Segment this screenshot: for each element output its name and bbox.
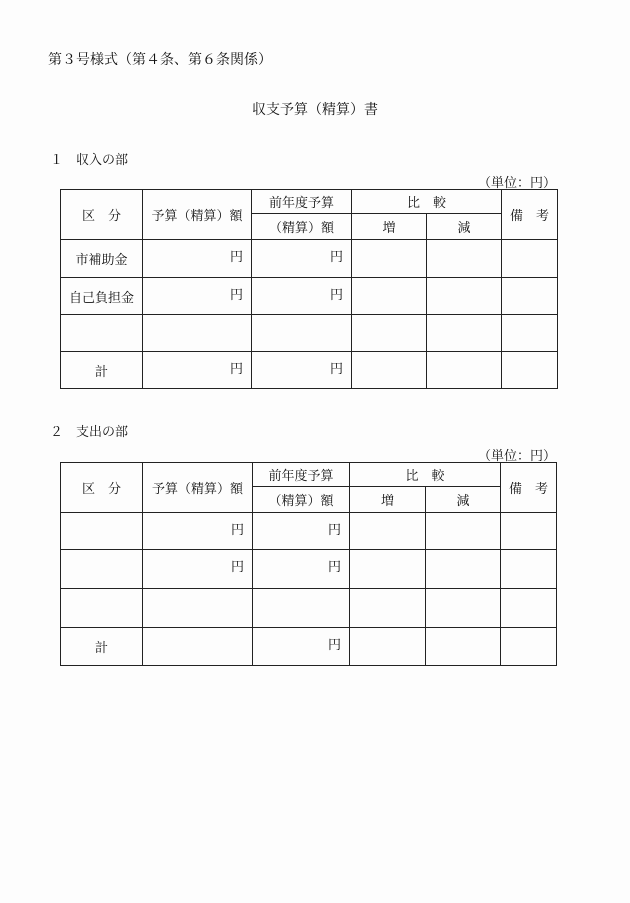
- expense-section-heading: ２ 支出の部: [50, 425, 129, 440]
- header-decrease: 減: [427, 214, 502, 240]
- row-budget-cell[interactable]: 円: [143, 240, 252, 278]
- header-prev-year-line1: 前年度予算: [252, 190, 352, 214]
- total-remarks-cell[interactable]: [501, 628, 557, 666]
- row-remarks-cell[interactable]: [502, 315, 558, 352]
- total-budget-cell[interactable]: 円: [143, 352, 252, 389]
- row-prev-cell[interactable]: [252, 315, 352, 352]
- row-decrease-cell[interactable]: [427, 278, 502, 315]
- header-prev-year-line2: （精算）額: [253, 487, 350, 513]
- total-increase-cell[interactable]: [352, 352, 427, 389]
- row-category-total: 計: [61, 352, 143, 389]
- row-prev-cell[interactable]: 円: [252, 278, 352, 315]
- total-decrease-cell[interactable]: [426, 628, 501, 666]
- form-number: 第３号様式（第４条、第６条関係）: [48, 52, 272, 68]
- row-remarks-cell[interactable]: [501, 513, 557, 550]
- table-row: [61, 278, 558, 315]
- header-remarks: 備 考: [502, 190, 558, 240]
- total-decrease-cell[interactable]: [427, 352, 502, 389]
- header-remarks: 備 考: [501, 463, 557, 513]
- header-comparison: 比 較: [350, 463, 501, 487]
- row-decrease-cell[interactable]: [427, 240, 502, 278]
- total-prev-cell[interactable]: 円: [252, 352, 352, 389]
- header-budget: 予算（精算）額: [143, 190, 252, 240]
- header-comparison: 比 較: [352, 190, 502, 214]
- row-budget-cell[interactable]: [143, 315, 252, 352]
- row-decrease-cell[interactable]: [426, 550, 501, 589]
- row-increase-cell[interactable]: [352, 240, 427, 278]
- row-category[interactable]: [61, 589, 143, 628]
- header-decrease: 減: [426, 487, 501, 513]
- row-category: [61, 315, 143, 352]
- header-prev-year-line1: 前年度予算: [253, 463, 350, 487]
- header-prev-year-line2: （精算）額: [252, 214, 352, 240]
- row-budget-cell[interactable]: 円: [143, 550, 253, 589]
- row-decrease-cell[interactable]: [427, 315, 502, 352]
- row-remarks-cell[interactable]: [501, 550, 557, 589]
- row-remarks-cell[interactable]: [502, 240, 558, 278]
- header-increase: 増: [352, 214, 427, 240]
- row-prev-cell[interactable]: 円: [252, 240, 352, 278]
- expense-table: [60, 462, 557, 666]
- row-decrease-cell[interactable]: [426, 589, 501, 628]
- expense-unit-label: （単位：円）: [478, 449, 557, 464]
- income-unit-label: （単位：円）: [478, 176, 557, 191]
- header-category: 区 分: [61, 463, 143, 513]
- row-prev-cell[interactable]: 円: [253, 513, 350, 550]
- total-prev-cell[interactable]: 円: [253, 628, 350, 666]
- row-decrease-cell[interactable]: [426, 513, 501, 550]
- total-increase-cell[interactable]: [350, 628, 426, 666]
- row-prev-cell[interactable]: 円: [253, 550, 350, 589]
- table-row-total: [61, 628, 557, 666]
- income-section-heading: １ 収入の部: [50, 153, 129, 168]
- row-budget-cell[interactable]: 円: [143, 513, 253, 550]
- row-increase-cell[interactable]: [352, 278, 427, 315]
- table-row: [61, 513, 557, 550]
- row-increase-cell[interactable]: [352, 315, 427, 352]
- header-increase: 増: [350, 487, 426, 513]
- table-row: [61, 550, 557, 589]
- header-budget: 予算（精算）額: [143, 463, 253, 513]
- table-row: [61, 315, 558, 352]
- row-remarks-cell[interactable]: [502, 278, 558, 315]
- row-increase-cell[interactable]: [350, 513, 426, 550]
- row-category[interactable]: [61, 550, 143, 589]
- row-category[interactable]: [61, 513, 143, 550]
- row-increase-cell[interactable]: [350, 550, 426, 589]
- total-remarks-cell[interactable]: [502, 352, 558, 389]
- table-row-total: [61, 352, 558, 389]
- row-category: 市補助金: [61, 240, 143, 278]
- income-table: [60, 189, 558, 389]
- table-row: [61, 240, 558, 278]
- document-title: 収支予算（精算）書: [252, 102, 378, 118]
- row-category: 自己負担金: [61, 278, 143, 315]
- header-category: 区 分: [61, 190, 143, 240]
- row-prev-cell[interactable]: [253, 589, 350, 628]
- table-row: [61, 589, 557, 628]
- row-increase-cell[interactable]: [350, 589, 426, 628]
- row-remarks-cell[interactable]: [501, 589, 557, 628]
- total-budget-cell[interactable]: [143, 628, 253, 666]
- row-budget-cell[interactable]: 円: [143, 278, 252, 315]
- row-budget-cell[interactable]: [143, 589, 253, 628]
- row-category-total: 計: [61, 628, 143, 666]
